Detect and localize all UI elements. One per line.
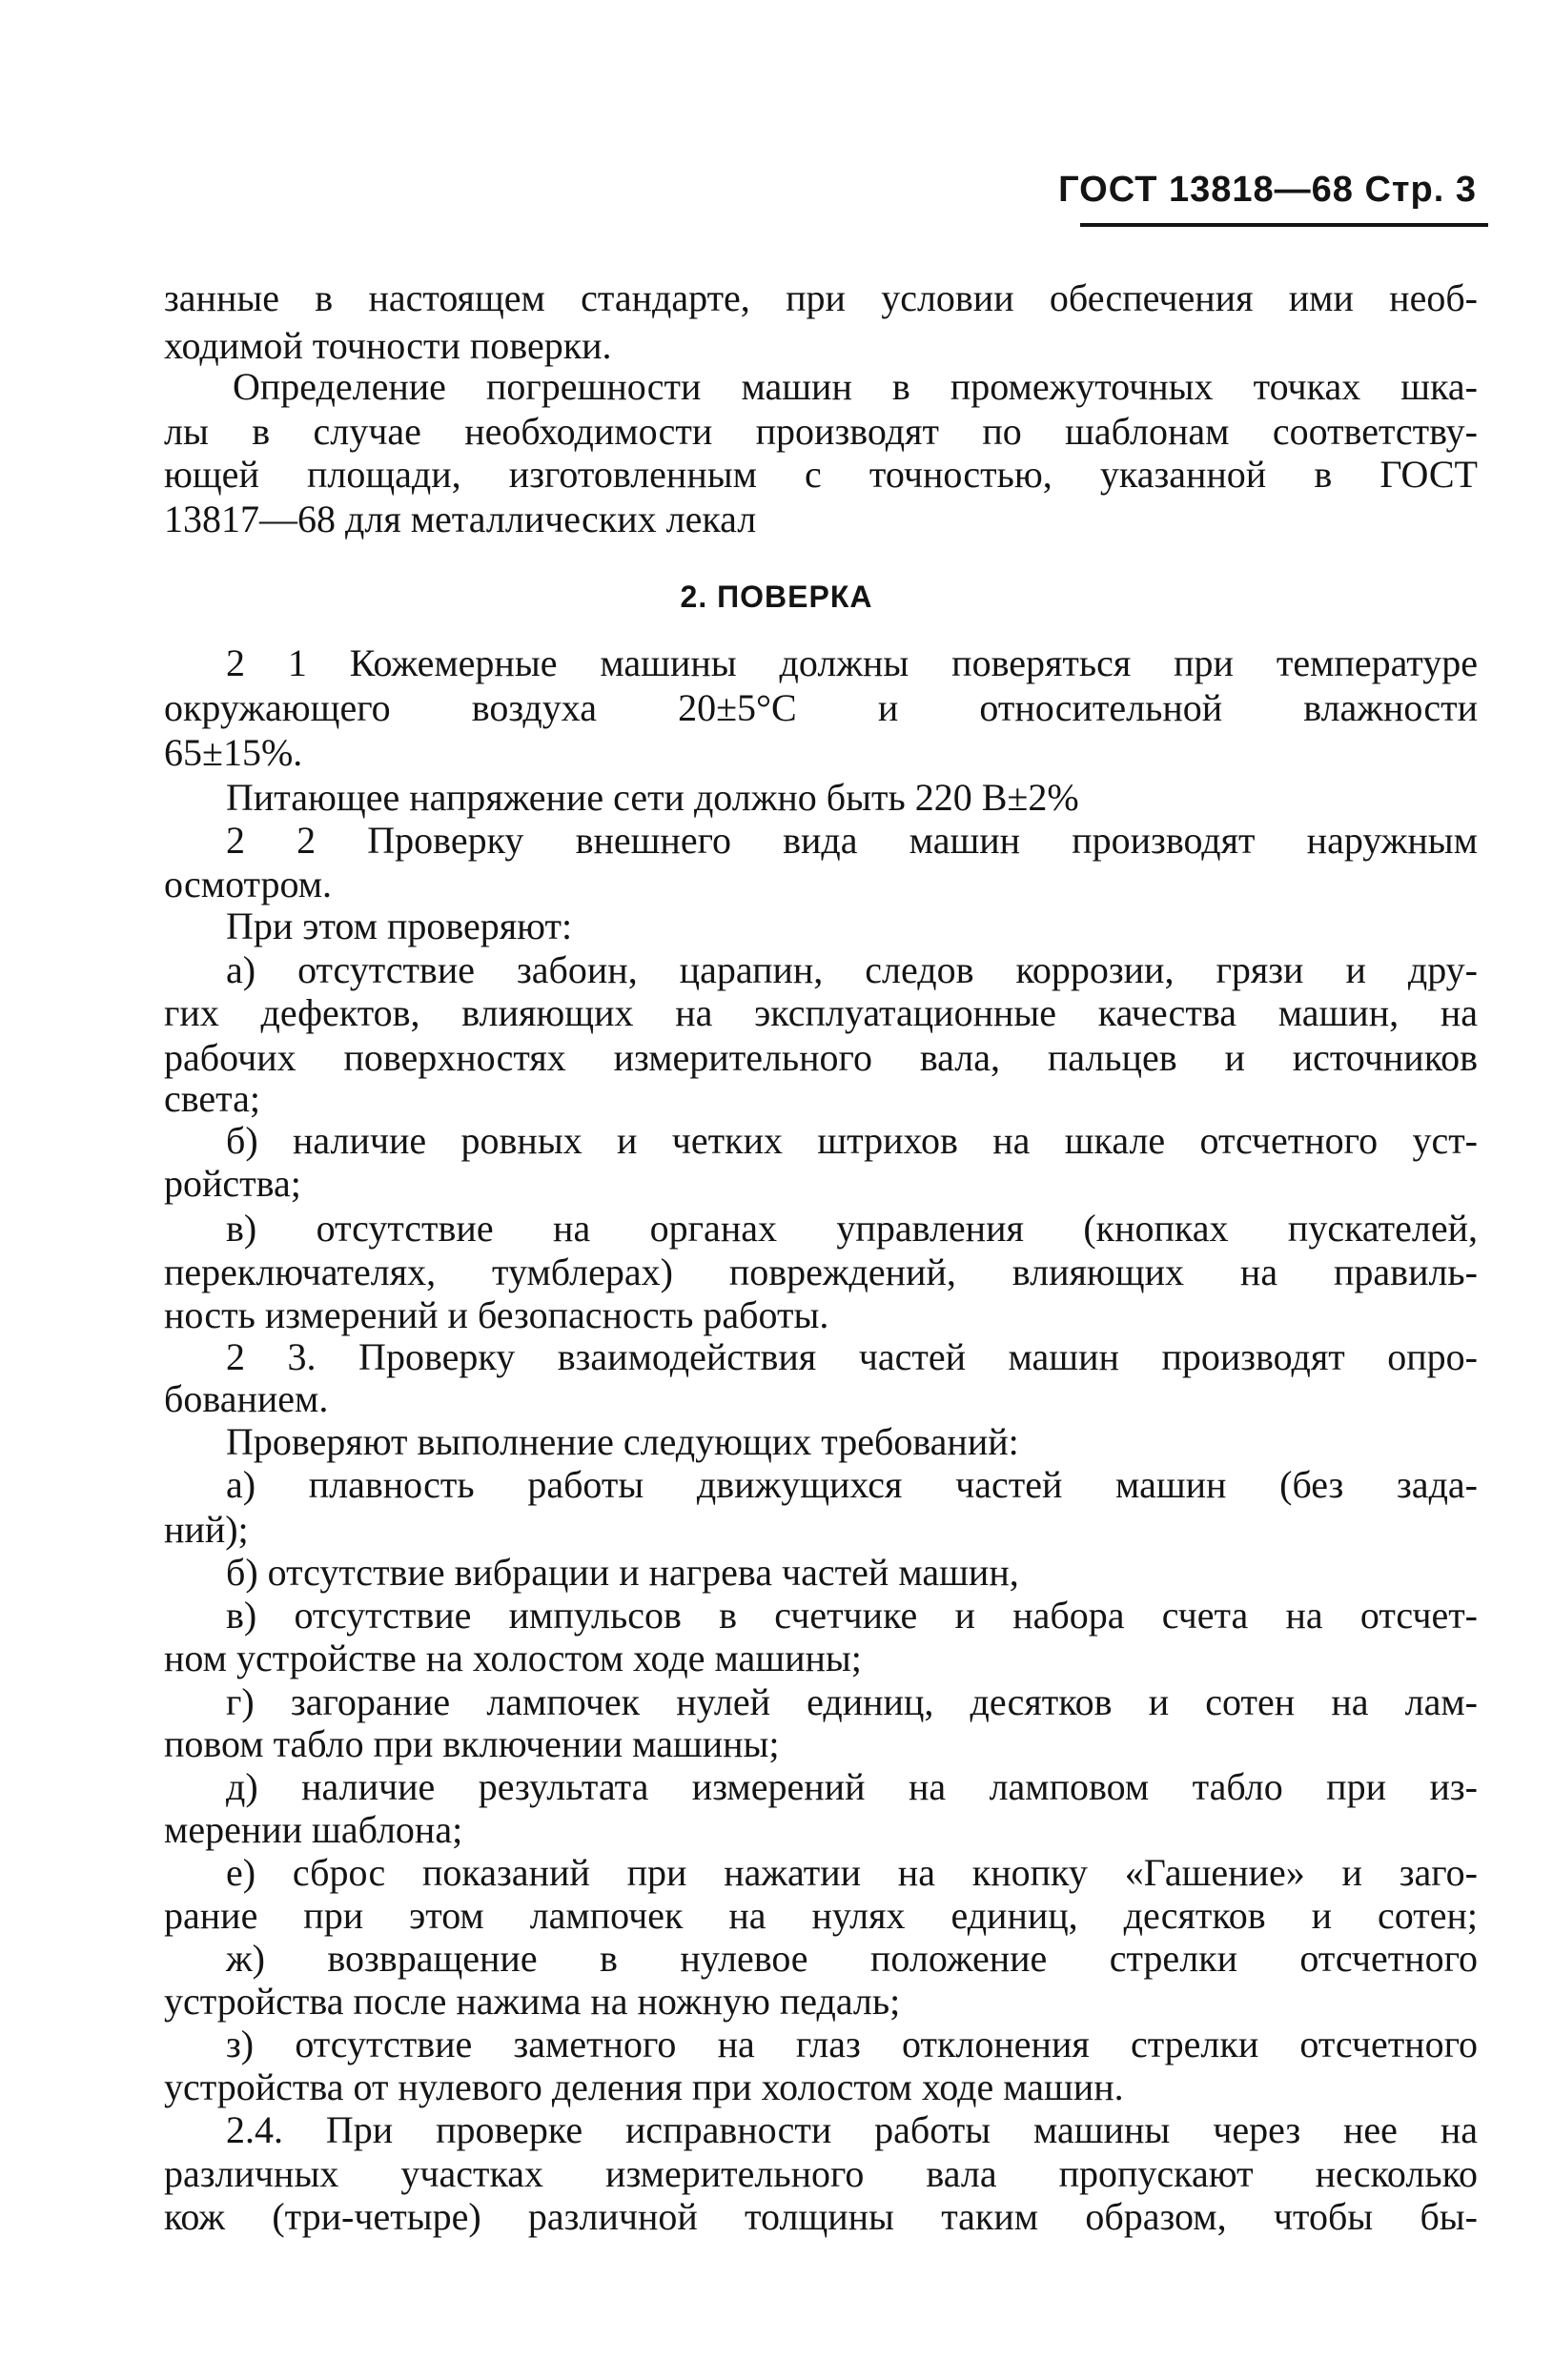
text-line: 2 1 Кожемерные машины должны поверяться при температуре	[226, 641, 1478, 684]
text-line: осмотром.	[164, 863, 333, 905]
text-line: а) отсутствие забоин, царапин, следов коррозии, грязи и дру-	[226, 948, 1478, 991]
text-line: окружающего воздуха 20±5°С и относительной влажности	[164, 686, 1478, 729]
text-line: б) наличие ровных и четких штрихов на шкале отсчетного уст-	[226, 1119, 1478, 1162]
text-line: ж) возвращение в нулевое положение стрелки отсчетного	[226, 1937, 1478, 1980]
text-line: ность измерений и безопасность работы.	[164, 1293, 829, 1336]
text-line: При этом проверяют:	[226, 905, 573, 947]
text-line: ройства;	[164, 1162, 301, 1205]
text-line: в) отсутствие на органах управления (кнопках пускателей,	[226, 1207, 1478, 1250]
text-line: ющей площади, изготовленным с точностью, указанной в ГОСТ	[164, 453, 1478, 496]
text-line: кож (три-четыре) различной толщины таким образом, чтобы бы-	[164, 2195, 1478, 2238]
text-line: гих дефектов, влияющих на эксплуатационные качества машин, на	[164, 991, 1478, 1034]
text-line: 65±15%.	[164, 731, 303, 774]
text-line: 2 2 Проверку внешнего вида машин производят наружным	[226, 819, 1478, 862]
text-line: з) отсутствие заметного на глаз отклонения стрелки отсчетного	[226, 2023, 1478, 2065]
text-line: ном устройстве на холостом ходе машины;	[164, 1637, 862, 1679]
text-line: 2.4. При проверке исправности работы машины через нее на	[226, 2108, 1478, 2151]
text-line: б) отсутствие вибрации и нагрева частей машин,	[226, 1551, 1019, 1594]
text-line: ходимой точности поверки.	[164, 324, 612, 367]
text-line: 2 3. Проверку взаимодействия частей машин производят опро-	[226, 1335, 1478, 1378]
text-line: устройства после нажима на ножную педаль;	[164, 1980, 901, 2023]
text-line: Проверяют выполнение следующих требований:	[226, 1420, 1019, 1463]
text-line: Питающее напряжение сети должно быть 220 В±2%	[226, 776, 1079, 819]
text-line: 13817—68 для металлических лекал	[164, 498, 757, 540]
text-line: рабочих поверхностях измерительного вала, пальцев и источников	[164, 1036, 1478, 1079]
text-line: г) загорание лампочек нулей единиц, десятков и сотен на лам-	[226, 1680, 1478, 1723]
text-line: повом табло при включении машины;	[164, 1722, 780, 1765]
text-line: устройства от нулевого деления при холостом ходе машин.	[164, 2065, 1124, 2108]
text-line: различных участках измерительного вала пропускают несколько	[164, 2152, 1478, 2195]
text-line: ний);	[164, 1508, 249, 1551]
text-line: в) отсутствие импульсов в счетчике и набора счета на отсчет-	[226, 1594, 1478, 1637]
text-line: света;	[164, 1077, 260, 1120]
text-line: Определение погрешности машин в промежуточных точках шка-	[233, 365, 1478, 408]
text-line: занные в настоящем стандарте, при условии обеспечения ими необ-	[164, 276, 1478, 319]
section-heading: 2. ПОВЕРКА	[680, 580, 873, 614]
text-line: а) плавность работы движущихся частей машин (без задa-	[226, 1463, 1478, 1506]
text-line: бованием.	[164, 1377, 329, 1420]
text-line: переключателях, тумблерах) повреждений, влияющих на правиль-	[164, 1251, 1478, 1293]
running-header: ГОСТ 13818—68 Стр. 3	[1058, 170, 1477, 210]
text-line: е) сброс показаний при нажатии на кнопку «Гашение» и заго-	[226, 1851, 1478, 1894]
text-line: рание при этом лампочек на нулях единиц, десятков и сотен;	[164, 1894, 1478, 1937]
text-line: д) наличие результата измерений на ламповом табло при из-	[226, 1765, 1478, 1808]
text-line: мерении шаблона;	[164, 1808, 463, 1851]
header-rule	[1080, 223, 1488, 227]
text-line: лы в случае необходимости производят по шаблонам соответству-	[164, 410, 1478, 453]
